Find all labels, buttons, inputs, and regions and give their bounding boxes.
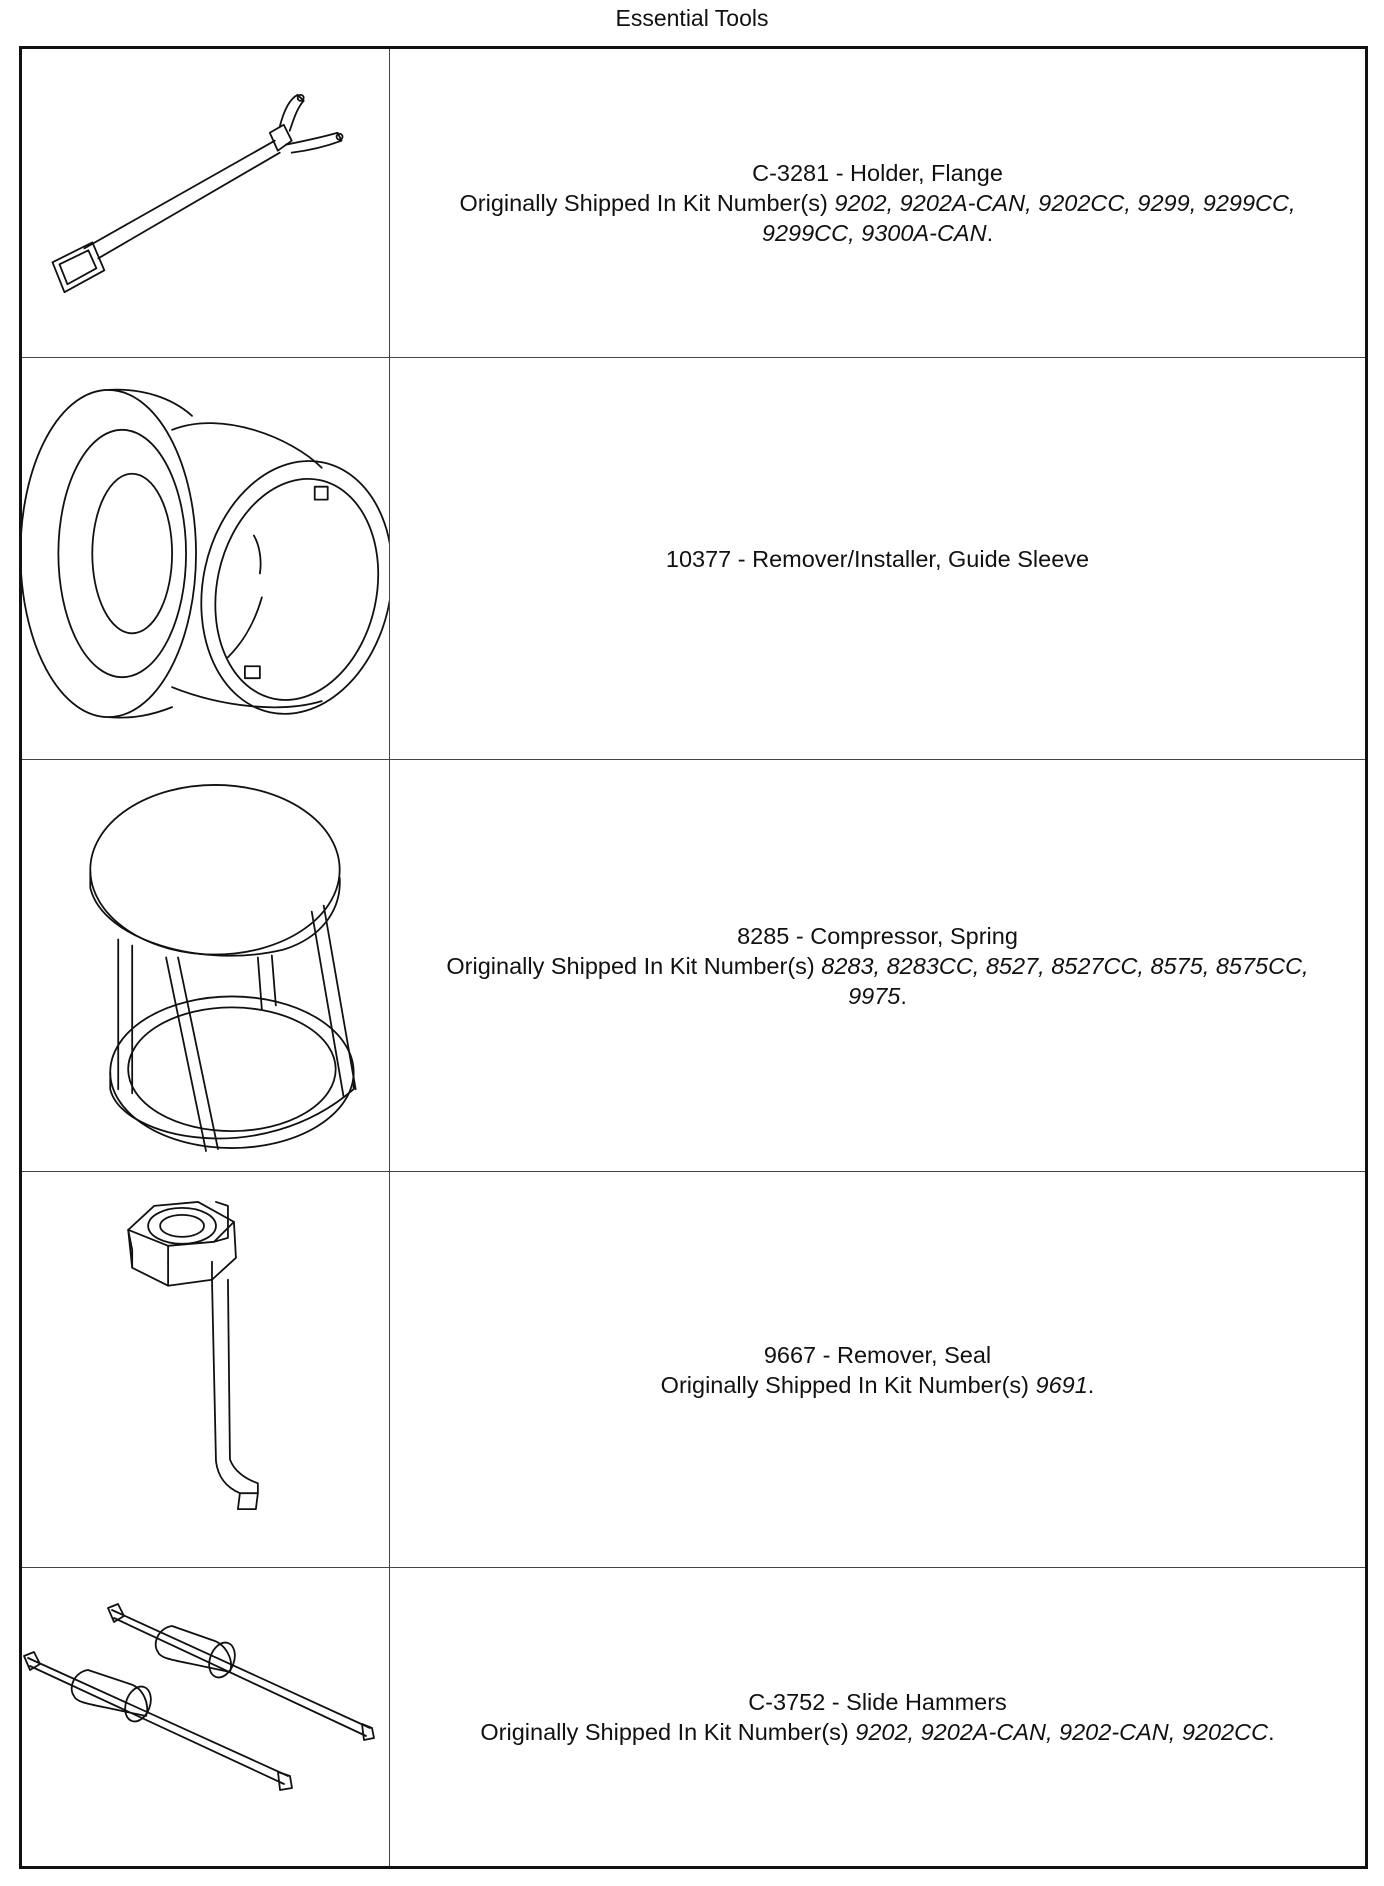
tool-image-cell: [22, 1172, 390, 1567]
tool-kits: [661, 1370, 1095, 1400]
tool-image-cell: [22, 1568, 390, 1866]
tool-name: 10377 - Remover/Installer, Guide Sleeve: [665, 545, 1090, 572]
tool-kits: [480, 1717, 1274, 1747]
tool-image-cell: [22, 760, 390, 1171]
tool-description: [390, 760, 1365, 1171]
tool-row: [22, 1568, 1365, 1866]
tool-description: [390, 1172, 1365, 1567]
kit-numbers: 9202, 9202A-CAN, 9202CC, 9299, 9299CC,: [834, 190, 1296, 216]
flange-holder-icon: [22, 49, 390, 357]
tool-row: [22, 49, 1365, 358]
kits-prefix: Originally Shipped In Kit Number(s): [459, 190, 835, 216]
tool-image-cell: [22, 358, 390, 759]
tool-kits: [446, 951, 1308, 1011]
tool-row: [22, 1172, 1365, 1568]
tool-row: [22, 358, 1365, 760]
spring-compressor-icon: [22, 760, 390, 1171]
tool-row: [22, 760, 1365, 1172]
kit-numbers-cont: 9299CC, 9300A-CAN: [761, 220, 987, 246]
kits-suffix: .: [1268, 1719, 1275, 1745]
guide-sleeve-icon: [22, 358, 390, 759]
kits-suffix: .: [1087, 1371, 1095, 1398]
kits-prefix: Originally Shipped In Kit Number(s): [480, 1719, 856, 1745]
kits-suffix: .: [900, 982, 907, 1009]
tool-name: C-3281 - Holder, Flange: [752, 160, 1003, 186]
tool-kits: [460, 188, 1296, 248]
tool-description: [390, 49, 1365, 357]
slide-hammers-icon: [22, 1568, 390, 1866]
seal-remover-icon: [22, 1172, 390, 1567]
tool-image-cell: [22, 49, 390, 357]
kits-prefix: Originally Shipped In Kit Number(s): [446, 952, 822, 979]
kits-suffix: .: [986, 220, 994, 246]
kits-prefix: Originally Shipped In Kit Number(s): [660, 1371, 1036, 1398]
tool-description: [390, 1568, 1365, 1866]
tool-name: C-3752 - Slide Hammers: [748, 1689, 1007, 1715]
tool-name: 8285 - Compressor, Spring: [737, 922, 1018, 949]
kit-numbers-cont: 9975: [848, 982, 901, 1009]
page-title: Essential Tools: [615, 5, 769, 31]
kit-numbers: 8283, 8283CC, 8527, 8527CC, 8575, 8575CC,: [821, 952, 1309, 979]
essential-tools-table: [19, 46, 1368, 1869]
kit-numbers: 9202, 9202A-CAN, 9202-CAN, 9202CC: [855, 1719, 1269, 1745]
tool-name: 9667 - Remover, Seal: [763, 1341, 992, 1368]
tool-description: [390, 358, 1365, 759]
kit-numbers: 9691: [1035, 1371, 1088, 1398]
